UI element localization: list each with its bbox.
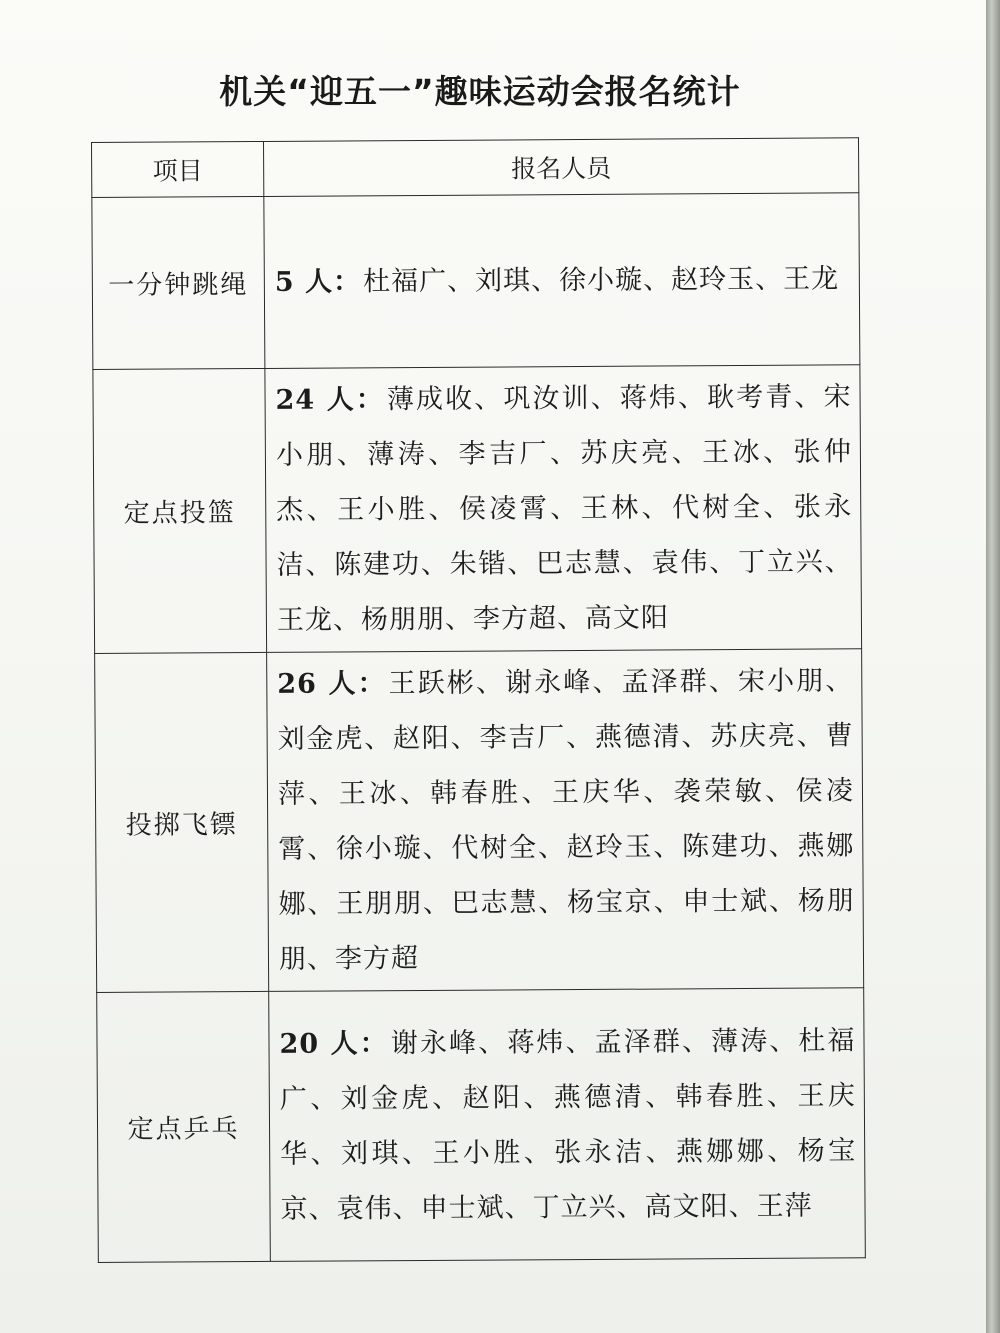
participants-cell <box>265 365 862 653</box>
table-row <box>92 193 860 370</box>
participant-count: 26 人： <box>277 668 387 700</box>
event-name: 定点乒乓 <box>97 991 271 1262</box>
participant-count: 5 人： <box>274 266 362 298</box>
table-row <box>93 365 862 654</box>
page-edge <box>986 0 1000 1333</box>
registration-table <box>91 137 866 1263</box>
document-title: 机关“迎五一”趣味运动会报名统计 <box>219 72 741 111</box>
participant-names: 杜福广、刘琪、徐小璇、赵玲玉、王龙 <box>362 263 840 298</box>
participant-names: 谢永峰、蒋炜、孟泽群、薄涛、杜福广、刘金虎、赵阳、燕德清、韩春胜、王庆华、刘琪、王小胜、张永洁、燕娜娜、杨宝京、袁伟、申士斌、丁立兴、高文阳、王萍 <box>279 1024 857 1225</box>
participant-count: 20 人： <box>279 1027 389 1060</box>
table-row <box>97 988 866 1263</box>
participant-names: 薄成收、巩汝训、蒋炜、耿考青、宋小朋、薄涛、李吉厂、苏庆亮、王冰、张仲杰、王小胜、侯凌霄、王林、代树全、张永洁、陈建功、朱锴、巴志慧、袁伟、丁立兴、王龙、杨朋朋、李方超、高文阳 <box>275 381 853 636</box>
participants-cell <box>267 649 864 992</box>
participant-names: 王跃彬、谢永峰、孟泽群、宋小朋、刘金虎、赵阳、李吉厂、燕德清、苏庆亮、曹萍、王冰、韩春胜、王庆华、袭荣敏、侯凌霄、徐小璇、代树全、赵玲玉、陈建功、燕娜娜、王朋朋、巴志慧、杨宝京、申士斌、杨朋朋、李方超 <box>277 665 855 975</box>
event-name: 一分钟跳绳 <box>92 196 265 369</box>
participant-count: 24 人： <box>275 384 385 416</box>
table-header-row <box>92 138 859 198</box>
header-participants: 报名人员 <box>263 138 858 197</box>
header-item: 项目 <box>92 141 264 197</box>
table-row <box>95 649 864 993</box>
participants-cell <box>269 988 866 1262</box>
event-name: 定点投篮 <box>93 368 267 653</box>
event-name: 投掷飞镖 <box>95 652 269 992</box>
participants-cell <box>264 193 860 369</box>
